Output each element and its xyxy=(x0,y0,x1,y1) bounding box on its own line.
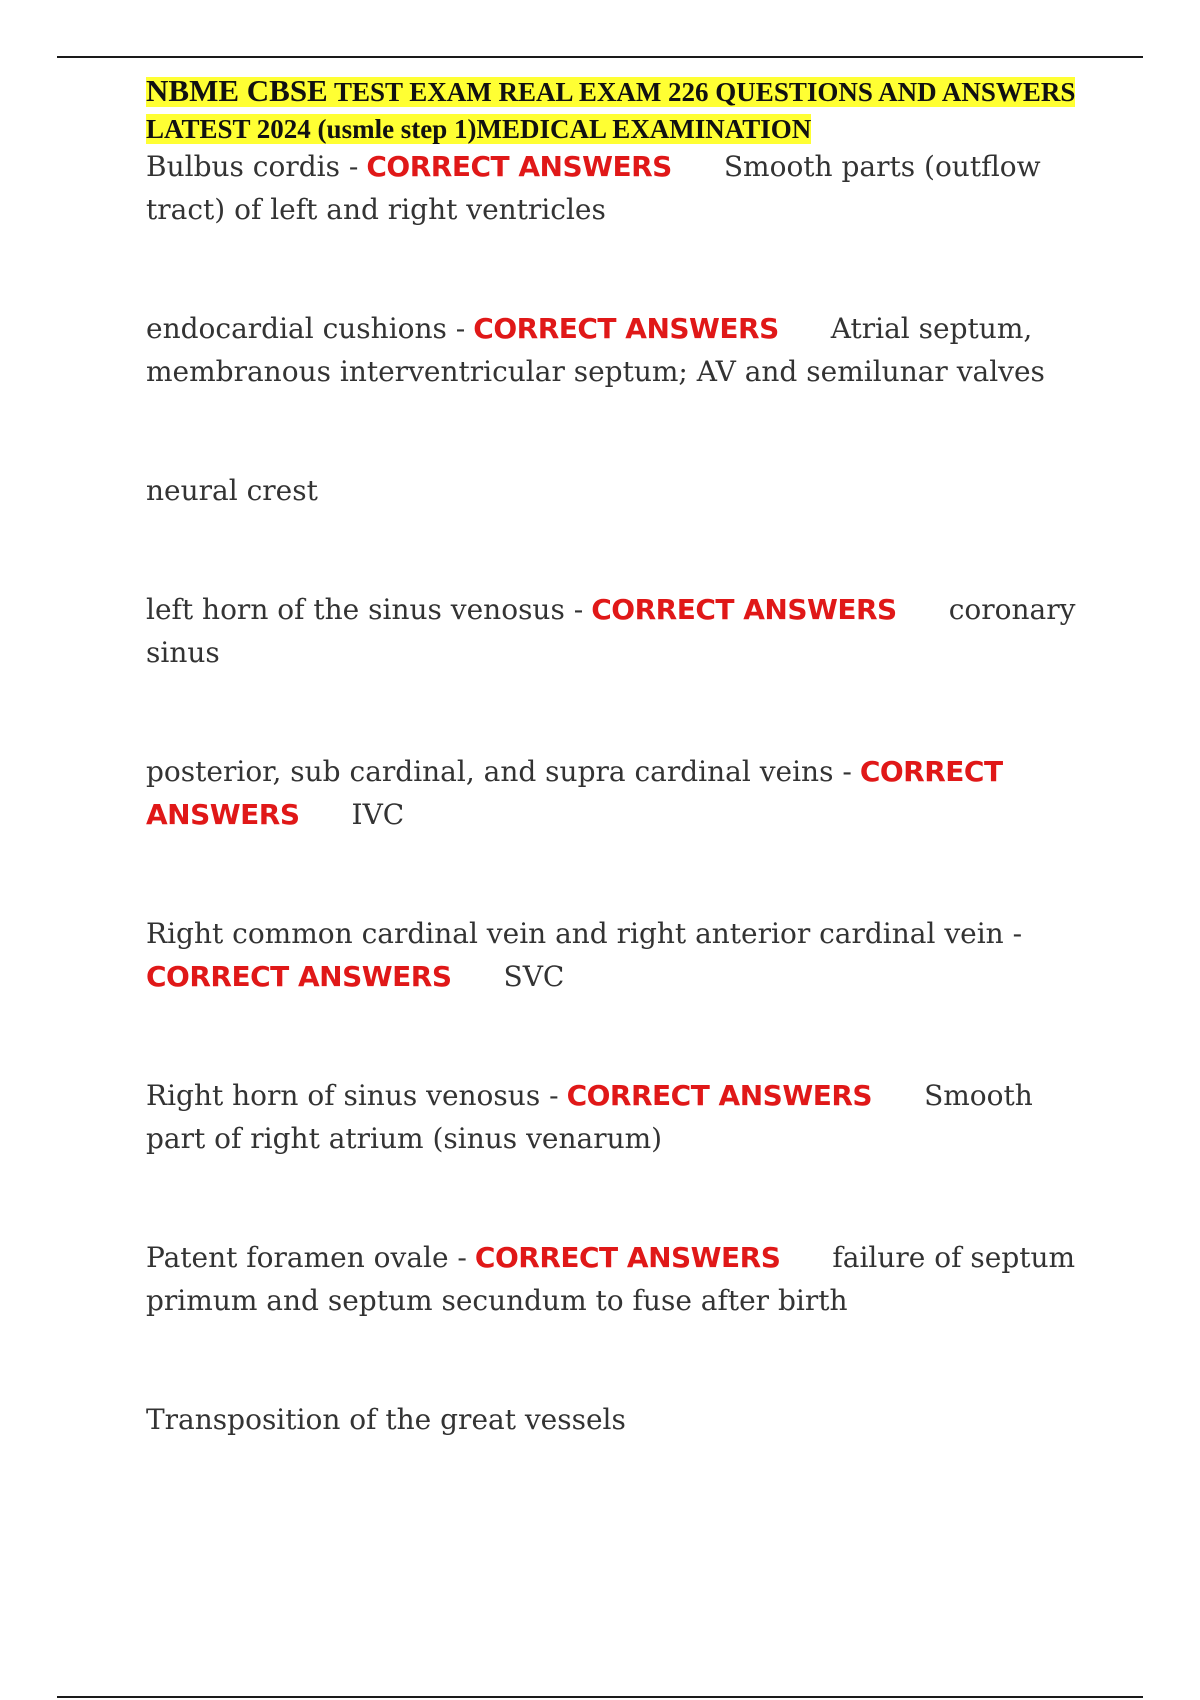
entry-answer: Smooth parts (outflow tract) of left and right ventricles xyxy=(146,150,1041,226)
entry-answer: coronary sinus xyxy=(146,593,1076,669)
entry-answer: SVC xyxy=(503,960,565,993)
entry-separator: - xyxy=(1003,917,1023,950)
qa-entry xyxy=(146,588,1086,674)
correct-answers-label: CORRECT ANSWERS xyxy=(473,312,779,345)
entry-term: neural crest xyxy=(146,474,318,507)
entry-answer: Smooth part of right atrium (sinus venarum) xyxy=(146,1079,1033,1155)
title-rest: TEST EXAM REAL EXAM 226 QUESTIONS AND ANSWERS LATEST 2024 (usmle step 1)MEDICAL EXAMINATION xyxy=(146,77,1076,144)
correct-answers-label: CORRECT ANSWERS xyxy=(366,150,672,183)
correct-answers-label: CORRECT ANSWERS xyxy=(146,960,452,993)
qa-entry xyxy=(146,469,1086,512)
entry-answer: failure of septum primum and septum secundum to fuse after birth xyxy=(146,1241,1076,1317)
correct-answers-label: CORRECT ANSWERS xyxy=(566,1079,873,1112)
entry-term: Right horn of sinus venosus xyxy=(146,1079,541,1112)
entry-separator: - xyxy=(446,312,466,345)
correct-answers-label: CORRECT ANSWERS xyxy=(474,1241,781,1274)
qa-entry xyxy=(146,1236,1086,1322)
qa-entry xyxy=(146,750,1086,836)
title-lead: NBME CBSE xyxy=(146,73,328,108)
bottom-rule xyxy=(57,1696,1143,1698)
correct-answers-label: CORRECT ANSWERS xyxy=(146,755,1003,831)
entry-term: left horn of the sinus venosus xyxy=(146,593,565,626)
top-rule xyxy=(57,56,1143,58)
entry-separator: - xyxy=(540,1079,559,1112)
entry-term: Right common cardinal vein and right anterior cardinal vein xyxy=(146,917,1004,950)
entry-term: Patent foramen ovale xyxy=(146,1241,449,1274)
entry-separator: - xyxy=(339,150,359,183)
qa-entry xyxy=(146,1398,1086,1441)
entry-separator: - xyxy=(833,755,852,788)
entry-answer: Atrial septum, membranous interventricular septum; AV and semilunar valves xyxy=(146,312,1045,388)
document-title xyxy=(146,72,1106,148)
entry-term: Transposition of the great vessels xyxy=(146,1403,626,1436)
entry-term: Bulbus cordis xyxy=(146,150,340,183)
qa-list xyxy=(146,145,1086,1517)
entry-term: endocardial cushions xyxy=(146,312,447,345)
entry-term: posterior, sub cardinal, and supra cardinal veins xyxy=(146,755,834,788)
qa-entry xyxy=(146,145,1086,231)
entry-separator: - xyxy=(448,1241,467,1274)
entry-answer: IVC xyxy=(351,798,405,831)
qa-entry xyxy=(146,912,1086,998)
qa-entry xyxy=(146,307,1086,393)
correct-answers-label: CORRECT ANSWERS xyxy=(591,593,897,626)
title-highlight xyxy=(146,73,1076,144)
qa-entry xyxy=(146,1074,1086,1160)
entry-separator: - xyxy=(564,593,584,626)
